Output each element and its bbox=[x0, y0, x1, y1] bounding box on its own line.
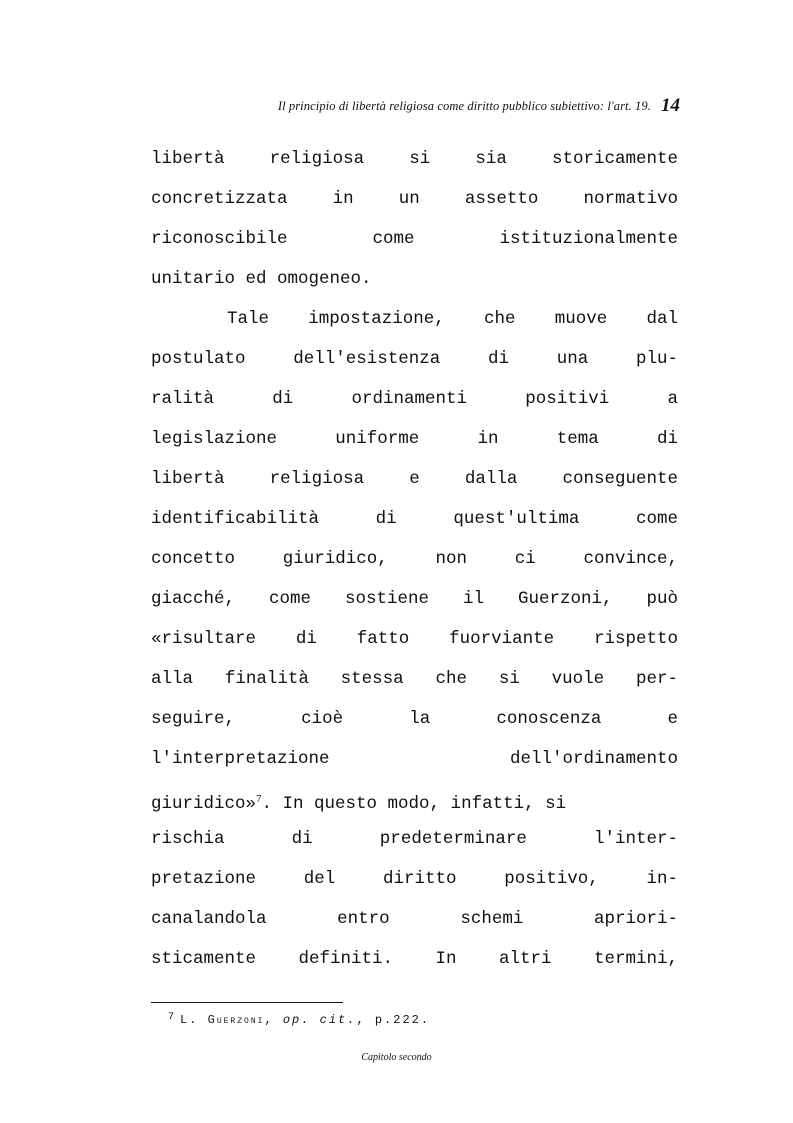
text-line: ralità di ordinamenti positivi a bbox=[151, 389, 678, 409]
text-line: rischia di predeterminare l'inter- bbox=[151, 829, 678, 849]
text-line: seguire, cioè la conoscenza e bbox=[151, 709, 678, 729]
text-line-with-footnote bbox=[151, 779, 678, 819]
footnote-op-cit: op. cit. bbox=[282, 1013, 357, 1027]
text-line: canalandola entro schemi apriori- bbox=[151, 909, 678, 929]
footnote-author-surname: Guerzoni bbox=[207, 1013, 265, 1027]
text-line: libertà religiosa si sia storicamente bbox=[151, 149, 678, 169]
text-line: pretazione del diritto positivo, in- bbox=[151, 869, 678, 889]
text-line: identificabilità di quest'ultima come bbox=[151, 509, 678, 529]
chapter-footer: Capitolo secondo bbox=[361, 1052, 432, 1063]
footnote-number: 7 bbox=[168, 1012, 175, 1023]
body-text bbox=[151, 139, 678, 979]
text-fragment: . In questo modo, infatti, si bbox=[261, 794, 567, 814]
text-line: postulato dell'esistenza di una plu- bbox=[151, 349, 678, 369]
footnote-reference: 7 bbox=[256, 793, 262, 805]
text-line: legislazione uniforme in tema di bbox=[151, 429, 678, 449]
footnote-author-initial: L. bbox=[180, 1013, 199, 1027]
text-line: libertà religiosa e dalla conseguente bbox=[151, 469, 678, 489]
running-title: Il principio di libertà religiosa come diritto pubblico subiettivo: l'art. 19. bbox=[277, 99, 651, 113]
footnote bbox=[168, 1012, 430, 1027]
text-line: sticamente definiti. In altri termini, bbox=[151, 949, 678, 969]
text-line: concetto giuridico, non ci convince, bbox=[151, 549, 678, 569]
text-line: unitario ed omogeneo. bbox=[151, 269, 372, 289]
text-line: concretizzata in un assetto normativo bbox=[151, 189, 678, 209]
footnote-page-ref: , p.222. bbox=[356, 1013, 431, 1027]
text-line: riconoscibile come istituzionalmente bbox=[151, 229, 678, 249]
text-line: l'interpretazione dell'ordinamento bbox=[151, 749, 678, 769]
page-number: 14 bbox=[661, 95, 680, 116]
text-line: giacché, come sostiene il Guerzoni, può bbox=[151, 589, 678, 609]
running-header bbox=[240, 94, 680, 116]
paragraph-first-line: Tale impostazione, che muove dal bbox=[227, 309, 678, 329]
text-line: «risultare di fatto fuorviante rispetto bbox=[151, 629, 678, 649]
text-fragment: giuridico» bbox=[151, 794, 257, 814]
text-line: alla finalità stessa che si vuole per- bbox=[151, 669, 678, 689]
footnote-separator: , bbox=[264, 1013, 274, 1027]
footnote-divider bbox=[151, 1002, 343, 1003]
